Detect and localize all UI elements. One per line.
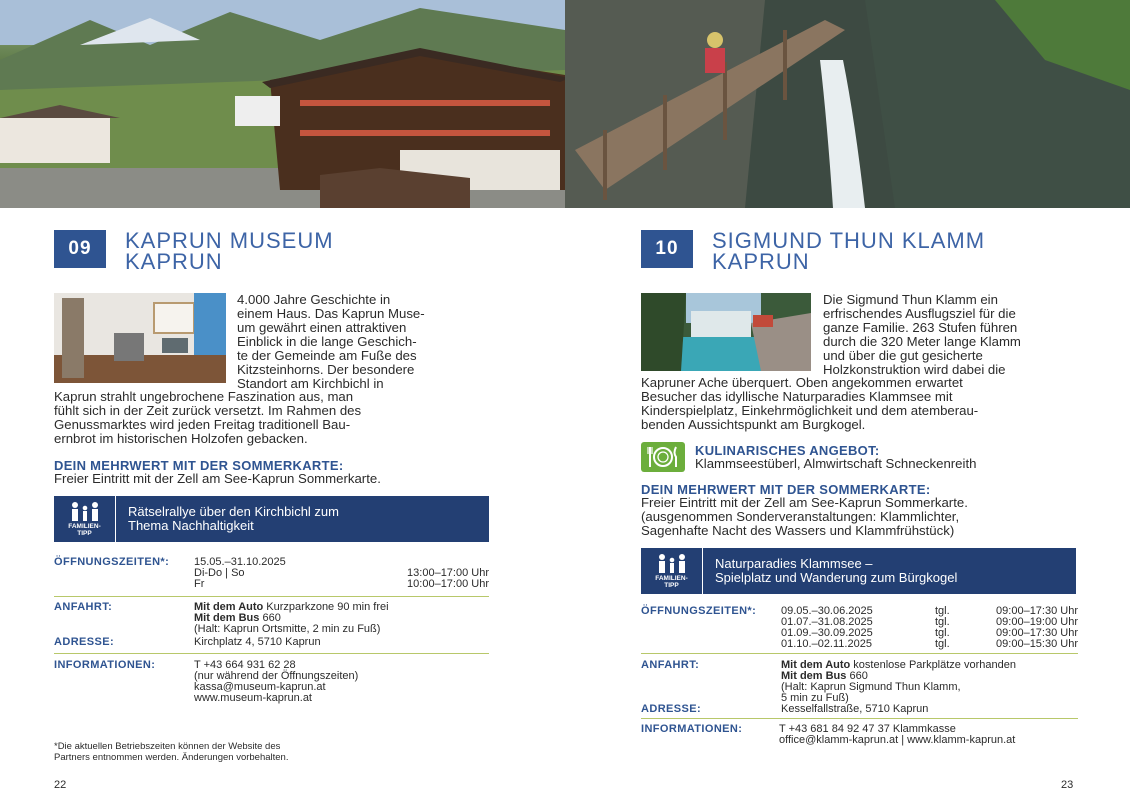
hours-time: 09:00–17:30 Uhr bbox=[996, 627, 1078, 639]
body-text-block bbox=[54, 390, 499, 446]
museum-interior-photo bbox=[54, 293, 226, 383]
text-line: durch die 320 Meter lange Klamm bbox=[823, 334, 1021, 349]
family-tip-badge bbox=[54, 496, 116, 542]
opening-hours bbox=[54, 557, 489, 593]
text-line: *Die aktuellen Betriebszeiten können der Website des bbox=[54, 741, 281, 752]
text-line: Partners entnommen werden. Änderungen vorbehalten. bbox=[54, 752, 289, 763]
family-tip-label: FAMILIEN- TIPP bbox=[655, 575, 688, 589]
benefit-heading: DEIN MEHRWERT MIT DER SOMMERKARTE: bbox=[641, 482, 931, 497]
hours-time: 09:00–17:30 Uhr bbox=[996, 605, 1078, 617]
hours-dates: 15.05.–31.10.2025 bbox=[194, 556, 286, 568]
hours-dates: 09.05.–30.06.2025 bbox=[781, 605, 873, 617]
family-tip-box bbox=[54, 496, 489, 542]
text-line: ernbrot im historischen Holzofen gebacken. bbox=[54, 431, 308, 446]
text-line: Thema Nachhaltigkeit bbox=[128, 518, 254, 533]
food-badge bbox=[641, 442, 685, 472]
arrival-bus-note: 5 min zu Fuß) bbox=[781, 692, 849, 704]
text-line: Holzkonstruktion wird dabei die bbox=[823, 362, 1006, 377]
benefit-text bbox=[641, 496, 1101, 538]
text-line: te der Gemeinde am Fuße des bbox=[237, 348, 417, 363]
info-website-link[interactable]: www.museum-kaprun.at bbox=[194, 692, 312, 704]
text-line: Naturparadies Klammsee – bbox=[715, 556, 873, 571]
divider bbox=[54, 596, 489, 597]
information-section bbox=[641, 724, 1091, 748]
text-line: Freier Eintritt mit der Zell am See-Kaprun Sommerkarte. bbox=[641, 495, 968, 510]
arrival-bus-note: (Halt: Kaprun Ortsmitte, 2 min zu Fuß) bbox=[194, 623, 381, 635]
page-title bbox=[125, 230, 334, 272]
food-heading: KULINARISCHES ANGEBOT: bbox=[695, 443, 880, 458]
text-line: Besucher das idyllische Naturparadies Klammsee mit bbox=[641, 389, 953, 404]
title-line: SIGMUND THUN KLAMM bbox=[712, 228, 986, 253]
family-tip-label: FAMILIEN- TIPP bbox=[68, 523, 101, 537]
hours-frequency: tgl. bbox=[935, 638, 950, 650]
opening-hours bbox=[641, 606, 1078, 650]
arrival-car-text: Kurzparkzone 90 min frei bbox=[263, 601, 389, 613]
hours-label: ÖFFNUNGSZEITEN*: bbox=[54, 556, 170, 568]
info-email-link[interactable]: kassa@museum-kaprun.at bbox=[194, 681, 326, 693]
address-label: ADRESSE: bbox=[54, 636, 115, 648]
hours-time: 09:00–15:30 Uhr bbox=[996, 638, 1078, 650]
arrival-label: ANFAHRT: bbox=[54, 601, 113, 613]
title-line: KAPRUN bbox=[712, 249, 810, 274]
hours-time: 10:00–17:00 Uhr bbox=[407, 578, 489, 590]
klamm-lake-illustration bbox=[641, 293, 811, 371]
entry-number-badge: 09 bbox=[54, 230, 106, 268]
footnote bbox=[54, 741, 454, 763]
page-title bbox=[712, 230, 985, 272]
title-line: KAPRUN bbox=[125, 249, 223, 274]
intro-text-block bbox=[237, 293, 497, 391]
arrival-bus-text: 660 bbox=[259, 612, 281, 624]
arrival-car-bold: Mit dem Auto bbox=[781, 659, 851, 671]
body-text-block bbox=[641, 376, 1101, 432]
info-note: (nur während der Öffnungszeiten) bbox=[194, 670, 359, 682]
text-line: und über die gut gesicherte bbox=[823, 348, 983, 363]
arrival-label: ANFAHRT: bbox=[641, 659, 700, 671]
arrival-car-text: kostenlose Parkplätze vorhanden bbox=[850, 659, 1016, 671]
family-icon bbox=[68, 501, 102, 521]
hours-frequency: tgl. bbox=[935, 627, 950, 639]
hours-frequency: tgl. bbox=[935, 616, 950, 628]
text-line: (ausgenommen Sonderveranstaltungen: Klammlichter, bbox=[641, 509, 960, 524]
intro-text-block bbox=[823, 293, 1093, 377]
text-line: Kinderspielplatz, Einkehrmöglichkeit und dem atemberau- bbox=[641, 403, 979, 418]
divider bbox=[641, 718, 1078, 719]
family-tip-text bbox=[128, 505, 339, 533]
info-phone: T +43 681 84 92 47 37 Klammkasse bbox=[779, 723, 956, 735]
text-line: Einblick in die lange Geschich- bbox=[237, 334, 417, 349]
entry-number-badge: 10 bbox=[641, 230, 693, 268]
arrival-bus-bold: Mit dem Bus bbox=[194, 612, 260, 624]
hours-dates: 01.09.–30.09.2025 bbox=[781, 627, 873, 639]
text-line: ganze Familie. 263 Stufen führen bbox=[823, 320, 1018, 335]
divider bbox=[54, 653, 489, 654]
page-number: 22 bbox=[54, 779, 67, 791]
address-value: Kirchplatz 4, 5710 Kaprun bbox=[194, 636, 321, 648]
text-line: benden Aussichtspunkt am Burgkogel. bbox=[641, 417, 866, 432]
text-line: Kapruner Ache überquert. Oben angekommen erwartet bbox=[641, 375, 963, 390]
text-line: Sagenhafte Nacht des Wassers und Klammfrühstück) bbox=[641, 523, 955, 538]
address-label: ADRESSE: bbox=[641, 703, 702, 715]
info-website-link[interactable]: office@klamm-kaprun.at | www.klamm-kaprun.at bbox=[779, 734, 1016, 746]
text-line: fühlt sich in der Zeit zurück versetzt. Im Rahmen des bbox=[54, 403, 362, 418]
museum-interior-illustration bbox=[54, 293, 226, 383]
text-line: Kaprun strahlt ungebrochene Faszination aus, man bbox=[54, 389, 354, 404]
kaprun-village-photo bbox=[0, 0, 565, 208]
hours-day: Di-Do | So bbox=[194, 567, 245, 579]
klamm-lake-photo bbox=[641, 293, 811, 371]
arrival-bus-bold: Mit dem Bus bbox=[781, 670, 847, 682]
text-line: Kitzsteinhorns. Der besondere bbox=[237, 362, 415, 377]
text-line: 4.000 Jahre Geschichte in bbox=[237, 292, 391, 307]
text-line: Spielplatz und Wanderung zum Bürgkogel bbox=[715, 570, 958, 585]
text-line: Standort am Kirchbichl in bbox=[237, 376, 384, 391]
family-tip-badge bbox=[641, 548, 703, 594]
text-line: um gewährt einen attraktiven bbox=[237, 320, 407, 335]
arrival-bus-note: (Halt: Kaprun Sigmund Thun Klamm, bbox=[781, 681, 961, 693]
klamm-gorge-illustration bbox=[565, 0, 1130, 208]
arrival-section bbox=[54, 602, 489, 652]
information-section bbox=[54, 660, 489, 706]
family-icon bbox=[655, 553, 689, 573]
text-line: Genussmarktes wird jeden Freitag traditionell Bau- bbox=[54, 417, 351, 432]
address-value: Kesselfallstraße, 5710 Kaprun bbox=[781, 703, 929, 715]
benefit-text: Freier Eintritt mit der Zell am See-Kaprun Sommerkarte. bbox=[54, 471, 381, 486]
family-tip-text bbox=[715, 557, 957, 585]
text-line: Die Sigmund Thun Klamm ein bbox=[823, 292, 998, 307]
kaprun-village-illustration bbox=[0, 0, 565, 208]
text-line: einem Haus. Das Kaprun Muse- bbox=[237, 306, 425, 321]
info-label: INFORMATIONEN: bbox=[54, 659, 156, 671]
hours-day: Fr bbox=[194, 578, 205, 590]
arrival-section bbox=[641, 660, 1078, 716]
food-text: Klammseestüberl, Almwirtschaft Schneckenreith bbox=[695, 456, 977, 471]
hours-dates: 01.07.–31.08.2025 bbox=[781, 616, 873, 628]
text-line: erfrischendes Ausflugsziel für die bbox=[823, 306, 1016, 321]
info-phone: T +43 664 931 62 28 bbox=[194, 659, 296, 671]
title-line: KAPRUN MUSEUM bbox=[125, 228, 334, 253]
family-tip-box bbox=[641, 548, 1076, 594]
hours-label: ÖFFNUNGSZEITEN*: bbox=[641, 605, 757, 617]
text-line: Rätselrallye über den Kirchbichl zum bbox=[128, 504, 339, 519]
hours-dates: 01.10.–02.11.2025 bbox=[781, 638, 872, 650]
hours-frequency: tgl. bbox=[935, 605, 950, 617]
info-label: INFORMATIONEN: bbox=[641, 723, 743, 735]
plate-cutlery-icon bbox=[646, 445, 680, 469]
divider bbox=[641, 653, 1078, 654]
hours-time: 09:00–19:00 Uhr bbox=[996, 616, 1078, 628]
benefit-heading: DEIN MEHRWERT MIT DER SOMMERKARTE: bbox=[54, 458, 344, 473]
arrival-bus-text: 660 bbox=[846, 670, 868, 682]
klamm-gorge-photo bbox=[565, 0, 1130, 208]
arrival-car-bold: Mit dem Auto bbox=[194, 601, 264, 613]
hours-time: 13:00–17:00 Uhr bbox=[407, 567, 489, 579]
page-number: 23 bbox=[1061, 779, 1074, 791]
